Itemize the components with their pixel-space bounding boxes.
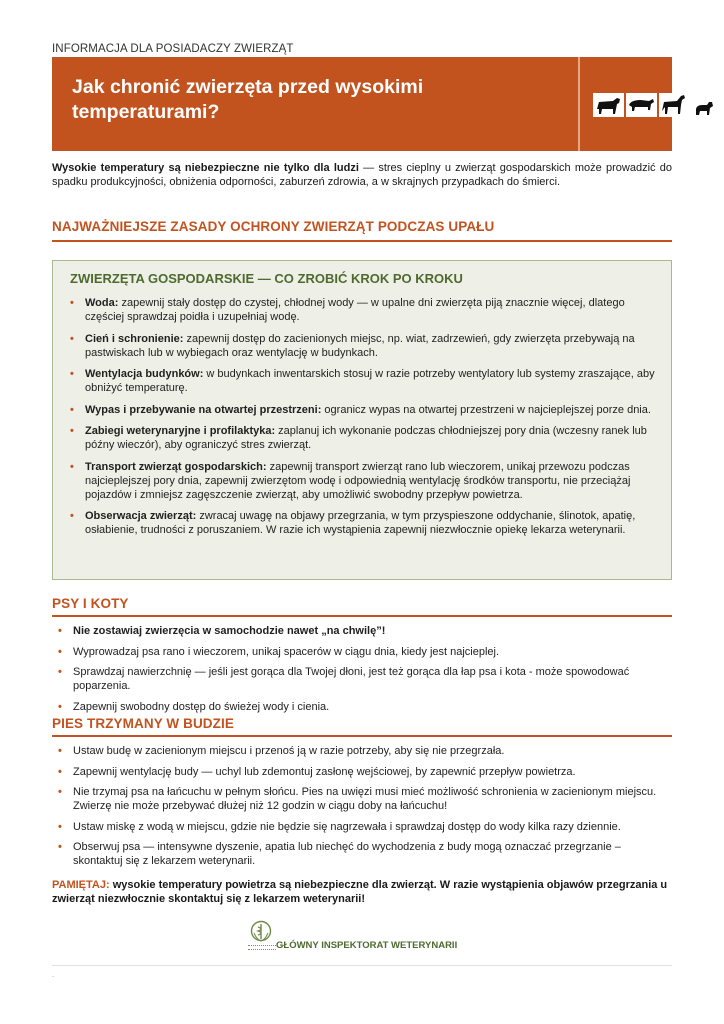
item-label: Woda: [85, 297, 119, 309]
bullet-icon: • [58, 745, 62, 757]
bullet-icon: • [58, 666, 62, 678]
item-text: Sprawdzaj nawierzchnię — jeśli jest gorąca dla Twojej dłoni, jest też gorąca dla łap psa i kota - może spowodować poparzenia. [73, 666, 630, 692]
farm-animals-icon [593, 89, 718, 121]
list-item [58, 765, 658, 779]
bullet-icon: • [70, 403, 74, 416]
remember-label: PAMIĘTAJ: [52, 879, 110, 891]
bullet-icon: • [70, 460, 74, 473]
main-section-heading: NAJWAŻNIEJSZE ZASADY OCHRONY ZWIERZĄT PODCZAS UPAŁU [52, 219, 495, 234]
item-text: zaplanuj ich wykonanie podczas chłodniejszej pory dnia (wczesny ranek lub późny wieczór), aby ograniczyć stres zwierząt. [85, 425, 647, 451]
footer-org-name: GŁÓWNY INSPEKTORAT WETERYNARII [276, 940, 458, 951]
list-item [58, 624, 658, 638]
bullet-icon: • [58, 820, 62, 833]
title-banner [52, 57, 672, 151]
pets-heading: PSY I KOTY [52, 596, 129, 611]
intro-paragraph [52, 161, 672, 189]
bullet-icon: • [70, 510, 74, 522]
list-item [70, 424, 655, 452]
list-item [58, 700, 658, 714]
bullet-icon: • [58, 765, 62, 778]
item-label: Zabiegi weterynaryjne i profilaktyka: [85, 425, 276, 437]
bullet-icon: • [58, 700, 62, 713]
bullet-icon: • [70, 332, 74, 345]
item-label: Wypas i przebywanie na otwartej przestrzeni: [85, 403, 322, 416]
list-item [70, 509, 655, 537]
item-text: zapewnij stały dostęp do czystej, chłodnej wody — w upalne dni zwierzęta piją znacznie więcej, dlatego częściej sprawdzaj poidła i uzupełniaj wodę. [85, 297, 625, 323]
bullet-icon: • [70, 425, 74, 437]
item-text: Ustaw budę w zacienionym miejscu i przenoś ją w razie potrzeby, aby się nie przegrzała. [73, 745, 505, 757]
footer-dotted-line [248, 945, 276, 950]
item-text: zwracaj uwagę na objawy przegrzania, w tym przyspieszone oddychanie, ślinotok, apatię, osłabienie, trudności z poruszaniem. W razie ich wystąpienia zapewnij niezwłocznie opiekę lekarza weterynarii. [85, 510, 636, 536]
main-section-rule [52, 240, 672, 242]
dog-kennel-list [58, 744, 658, 875]
item-text: zapewnij transport zwierząt rano lub wieczorem, unikaj przewozu podczas najcieplejszej pory dnia, zapewnij zwierzętom wodę i odpowiednią wentylację środków transportu, nie przeciążaj pojazdów i zmniejsz zagęszczenie zwierząt, aby umożliwić swobodny przepływ powietrza. [85, 460, 631, 501]
veterinary-inspectorate-logo-icon [250, 920, 272, 944]
item-text: w budynkach inwentarskich stosuj w razie potrzeby wentylatory lub systemy zraszające, aby obniżyć temperaturę. [85, 368, 655, 394]
item-text: Nie zostawiaj zwierzęcia w samochodzie nawet „na chwilę”! [73, 625, 386, 637]
list-item [70, 403, 655, 417]
item-text: Ustaw miskę z wodą w miejscu, gdzie nie będzie się nagrzewała i sprawdzaj dostęp do wody kilka razy dziennie. [73, 820, 621, 833]
item-text: Zapewnij swobodny dostęp do świeżej wody i cienia. [73, 700, 330, 713]
pets-list [58, 624, 658, 720]
footer-logo-block [248, 920, 488, 954]
page-mark: . [52, 970, 55, 979]
list-item [70, 332, 655, 360]
farm-box-title: ZWIERZĘTA GOSPODARSKIE — CO ZROBIĆ KROK PO KROKU [70, 271, 463, 286]
item-text: Obserwuj psa — intensywne dyszenie, apatia lub niechęć do wychodzenia z budy mogą oznaczać przegrzanie – skontaktuj się z lekarzem weterynarii. [73, 841, 621, 867]
bullet-icon: • [58, 645, 62, 658]
top-label: INFORMACJA DLA POSIADACZY ZWIERZĄT [52, 43, 294, 55]
list-item [58, 820, 658, 834]
item-text: Wyprowadzaj psa rano i wieczorem, unikaj spacerów w ciągu dnia, kiedy jest najcieplej. [73, 645, 500, 658]
list-item [58, 645, 658, 659]
list-item [58, 840, 658, 868]
bullet-icon: • [70, 368, 74, 380]
list-item [58, 665, 658, 693]
item-text: ogranicz wypas na otwartej przestrzeni w najcieplejszej porze dnia. [321, 403, 651, 416]
remember-text: wysokie temperatury powietrza są niebezpieczne dla zwierząt. W razie wystąpienia objawów przegrzania u zwierząt niezwłocznie skontaktuj się z lekarzem weterynarii! [52, 879, 668, 905]
list-item [70, 367, 655, 395]
item-label: Wentylacja budynków: [85, 368, 204, 380]
remember-note [52, 878, 672, 906]
item-label: Obserwacja zwierząt: [85, 510, 197, 522]
banner-divider [578, 57, 580, 151]
list-item [70, 460, 655, 502]
page-title: Jak chronić zwierzęta przed wysokimi temperaturami? [72, 76, 424, 123]
dog-kennel-heading: PIES TRZYMANY W BUDZIE [52, 716, 234, 731]
item-label: Cień i schronienie: [85, 332, 184, 345]
bullet-icon: • [58, 786, 62, 798]
bullet-icon: • [58, 841, 62, 853]
intro-lead: Wysokie temperatury są niebezpieczne nie tylko dla ludzi [52, 162, 359, 174]
bullet-icon: • [70, 297, 74, 309]
bottom-divider [52, 965, 672, 966]
item-label: Transport zwierząt gospodarskich: [85, 460, 267, 473]
item-text: zapewnij dostęp do zacienionych miejsc, np. wiat, zadrzewień, gdy zwierzęta przebywają na pastwiskach lub w wybiegach oraz wentylację w budynkach. [85, 332, 635, 359]
bullet-icon: • [58, 625, 62, 637]
intro-rest: — stres cieplny u zwierząt gospodarskich może prowadzić do spadku produkcyjności, obniżenia odporności, zaburzeń zdrowia, a w skrajnych przypadkach do śmierci. [52, 162, 672, 188]
list-item [58, 744, 658, 758]
farm-animals-box [52, 260, 672, 580]
farm-steps-list [70, 296, 655, 545]
list-item [58, 785, 658, 813]
list-item [70, 296, 655, 324]
pets-rule [52, 615, 672, 617]
item-text: Nie trzymaj psa na łańcuchu w pełnym słońcu. Pies na uwięzi musi mieć możliwość schronienia w zacienionym miejscu. Zwierzę nie może przebywać dłużej niż 12 godzin w ciągu doby na łańcuchu! [73, 786, 657, 812]
item-text: Zapewnij wentylację budy — uchyl lub zdemontuj zasłonę wejściowej, by zapewnić przepływ powietrza. [73, 765, 576, 778]
dog-kennel-rule [52, 735, 672, 737]
